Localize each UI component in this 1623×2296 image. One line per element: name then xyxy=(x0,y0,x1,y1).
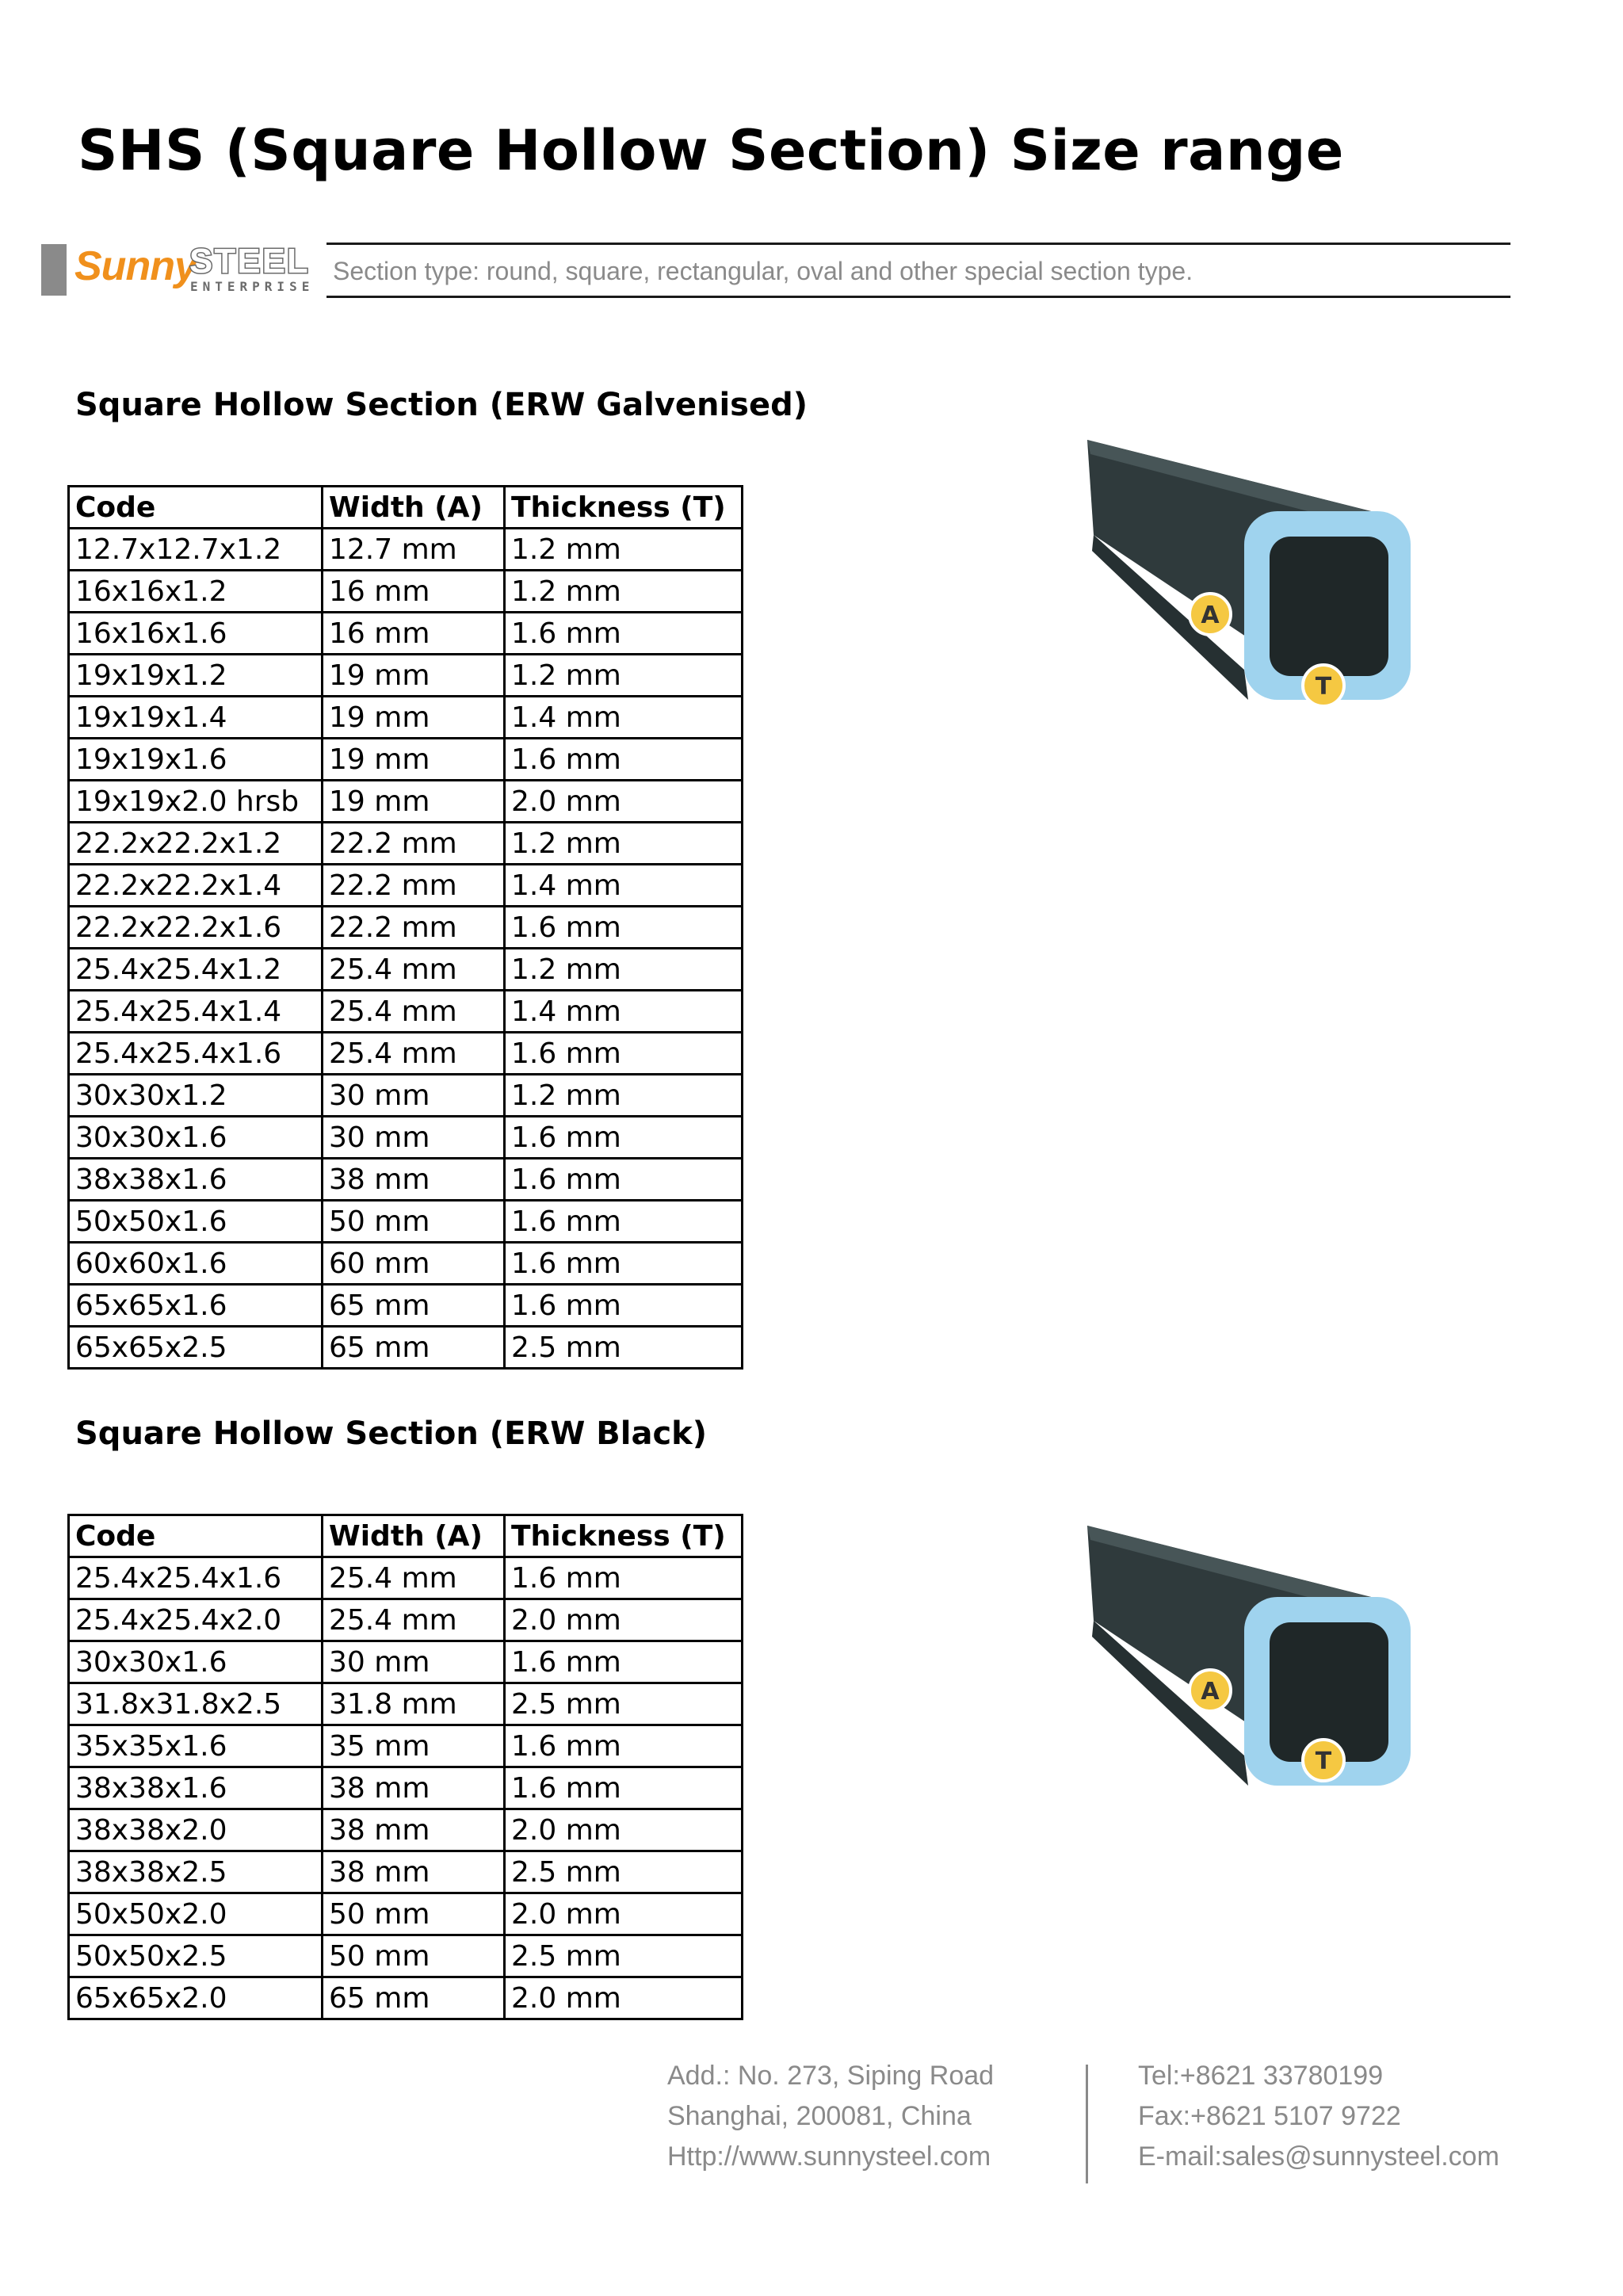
table-row xyxy=(69,529,743,571)
cell-thickness: 1.6 mm xyxy=(505,1557,743,1599)
cell-code: 22.2x22.2x1.2 xyxy=(69,823,323,865)
cell-code: 25.4x25.4x1.2 xyxy=(69,949,323,991)
galvanised-size-table xyxy=(67,485,743,1370)
cell-code: 65x65x2.0 xyxy=(69,1977,323,2019)
cell-width: 50 mm xyxy=(323,1893,505,1935)
table-row xyxy=(69,1033,743,1075)
header-thickness: Thickness (T) xyxy=(505,487,743,529)
cell-thickness: 1.6 mm xyxy=(505,1033,743,1075)
table-row xyxy=(69,1935,743,1977)
cell-code: 16x16x1.6 xyxy=(69,613,323,655)
address-line: Add.: No. 273, Siping Road xyxy=(667,2061,995,2091)
cell-code: 25.4x25.4x1.6 xyxy=(69,1557,323,1599)
cell-thickness: 2.0 mm xyxy=(505,1893,743,1935)
table-row xyxy=(69,949,743,991)
cell-thickness: 1.2 mm xyxy=(505,949,743,991)
cell-thickness: 2.0 mm xyxy=(505,1809,743,1851)
sunnysteel-logo xyxy=(74,242,315,298)
cell-thickness: 1.6 mm xyxy=(505,907,743,949)
table-row xyxy=(69,571,743,613)
cell-thickness: 2.0 mm xyxy=(505,1599,743,1641)
cell-width: 31.8 mm xyxy=(323,1683,505,1725)
cell-thickness: 2.0 mm xyxy=(505,1977,743,2019)
table-row xyxy=(69,1851,743,1893)
table-row xyxy=(69,1977,743,2019)
cell-thickness: 1.6 mm xyxy=(505,1285,743,1327)
galvanised-table-body xyxy=(69,529,743,1369)
footer-address xyxy=(667,2056,994,2177)
cell-thickness: 1.2 mm xyxy=(505,529,743,571)
badge-a xyxy=(1190,594,1231,635)
table-row xyxy=(69,1809,743,1851)
badge-t xyxy=(1303,665,1344,706)
label-t: T xyxy=(1315,1748,1332,1775)
footer-contact xyxy=(1138,2056,1499,2177)
cell-thickness: 1.4 mm xyxy=(505,991,743,1033)
header-code: Code xyxy=(69,1515,323,1557)
cell-thickness: 2.0 mm xyxy=(505,781,743,823)
footer-divider xyxy=(1086,2065,1088,2183)
cell-thickness: 1.2 mm xyxy=(505,571,743,613)
cell-thickness: 2.5 mm xyxy=(505,1683,743,1725)
black-size-table xyxy=(67,1514,743,2020)
cell-thickness: 1.4 mm xyxy=(505,697,743,739)
cell-width: 65 mm xyxy=(323,1977,505,2019)
cell-code: 38x38x1.6 xyxy=(69,1159,323,1201)
telephone: Tel:+8621 33780199 xyxy=(1138,2061,1384,2091)
table-row xyxy=(69,613,743,655)
tagline-rule-top xyxy=(327,243,1510,245)
cell-width: 25.4 mm xyxy=(323,949,505,991)
galvanised-heading: Square Hollow Section (ERW Galvenised) xyxy=(75,387,808,423)
label-a: A xyxy=(1201,1678,1220,1706)
cell-thickness: 1.2 mm xyxy=(505,1075,743,1117)
cell-code: 25.4x25.4x1.4 xyxy=(69,991,323,1033)
logo-word-sunny: Sunny xyxy=(74,243,197,289)
label-t: T xyxy=(1315,673,1332,701)
cell-thickness: 1.6 mm xyxy=(505,1243,743,1285)
cell-width: 35 mm xyxy=(323,1725,505,1767)
square-hollow-section-diagram-black xyxy=(1086,1518,1419,1803)
table-row xyxy=(69,1285,743,1327)
cell-width: 65 mm xyxy=(323,1285,505,1327)
cell-code: 50x50x2.0 xyxy=(69,1893,323,1935)
table-row xyxy=(69,823,743,865)
table-row xyxy=(69,1683,743,1725)
cell-thickness: 2.5 mm xyxy=(505,1327,743,1369)
cell-width: 16 mm xyxy=(323,613,505,655)
cell-code: 19x19x1.4 xyxy=(69,697,323,739)
cell-code: 25.4x25.4x2.0 xyxy=(69,1599,323,1641)
cell-code: 25.4x25.4x1.6 xyxy=(69,1033,323,1075)
cell-width: 22.2 mm xyxy=(323,823,505,865)
cell-code: 22.2x22.2x1.4 xyxy=(69,865,323,907)
table-row xyxy=(69,1159,743,1201)
cell-thickness: 1.4 mm xyxy=(505,865,743,907)
email-link[interactable]: E-mail:sales@sunnysteel.com xyxy=(1138,2141,1499,2172)
cell-code: 35x35x1.6 xyxy=(69,1725,323,1767)
header-width: Width (A) xyxy=(323,1515,505,1557)
logo-word-steel: STEEL xyxy=(189,242,310,281)
cell-width: 19 mm xyxy=(323,781,505,823)
header-width: Width (A) xyxy=(323,487,505,529)
table-row xyxy=(69,697,743,739)
table-row xyxy=(69,1327,743,1369)
cell-width: 30 mm xyxy=(323,1117,505,1159)
label-a: A xyxy=(1201,602,1220,629)
table-header-row xyxy=(69,487,743,529)
cell-code: 12.7x12.7x1.2 xyxy=(69,529,323,571)
cell-width: 19 mm xyxy=(323,655,505,697)
cell-thickness: 2.5 mm xyxy=(505,1851,743,1893)
cell-thickness: 1.6 mm xyxy=(505,1117,743,1159)
cell-thickness: 1.6 mm xyxy=(505,1725,743,1767)
cell-thickness: 1.2 mm xyxy=(505,655,743,697)
cell-width: 19 mm xyxy=(323,739,505,781)
cell-width: 38 mm xyxy=(323,1767,505,1809)
cell-thickness: 2.5 mm xyxy=(505,1935,743,1977)
table-row xyxy=(69,1893,743,1935)
cell-width: 12.7 mm xyxy=(323,529,505,571)
cell-code: 30x30x1.2 xyxy=(69,1075,323,1117)
cell-code: 19x19x1.2 xyxy=(69,655,323,697)
logo-bar xyxy=(41,244,67,296)
cell-code: 50x50x2.5 xyxy=(69,1935,323,1977)
cell-width: 50 mm xyxy=(323,1935,505,1977)
address-city: Shanghai, 200081, China xyxy=(667,2101,972,2131)
header-thickness: Thickness (T) xyxy=(505,1515,743,1557)
badge-t xyxy=(1303,1740,1344,1781)
cell-thickness: 1.6 mm xyxy=(505,739,743,781)
cell-width: 30 mm xyxy=(323,1641,505,1683)
table-row xyxy=(69,907,743,949)
cell-width: 38 mm xyxy=(323,1159,505,1201)
black-table-body xyxy=(69,1557,743,2019)
header-code: Code xyxy=(69,487,323,529)
section-type-tagline: Section type: round, square, rectangular, oval and other special section type. xyxy=(333,257,1193,285)
table-row xyxy=(69,655,743,697)
table-row xyxy=(69,1201,743,1243)
table-row xyxy=(69,1243,743,1285)
cell-width: 60 mm xyxy=(323,1243,505,1285)
table-header-row xyxy=(69,1515,743,1557)
table-row xyxy=(69,1599,743,1641)
cell-thickness: 1.2 mm xyxy=(505,823,743,865)
pipe-illustration xyxy=(1087,440,1411,700)
cell-code: 31.8x31.8x2.5 xyxy=(69,1683,323,1725)
cell-thickness: 1.6 mm xyxy=(505,613,743,655)
pipe-illustration xyxy=(1087,1526,1411,1786)
cell-width: 25.4 mm xyxy=(323,1557,505,1599)
tagline-rule-bottom xyxy=(327,296,1510,298)
cell-width: 30 mm xyxy=(323,1075,505,1117)
badge-a xyxy=(1190,1670,1231,1711)
table-row xyxy=(69,1557,743,1599)
cell-code: 30x30x1.6 xyxy=(69,1641,323,1683)
cell-width: 65 mm xyxy=(323,1327,505,1369)
cell-thickness: 1.6 mm xyxy=(505,1201,743,1243)
cell-width: 50 mm xyxy=(323,1201,505,1243)
cell-code: 65x65x2.5 xyxy=(69,1327,323,1369)
cell-width: 25.4 mm xyxy=(323,1033,505,1075)
cell-width: 19 mm xyxy=(323,697,505,739)
table-row xyxy=(69,865,743,907)
cell-thickness: 1.6 mm xyxy=(505,1767,743,1809)
cell-code: 19x19x1.6 xyxy=(69,739,323,781)
cell-width: 25.4 mm xyxy=(323,991,505,1033)
cell-width: 16 mm xyxy=(323,571,505,613)
cell-width: 38 mm xyxy=(323,1809,505,1851)
cell-width: 25.4 mm xyxy=(323,1599,505,1641)
table-row xyxy=(69,1641,743,1683)
cell-thickness: 1.6 mm xyxy=(505,1159,743,1201)
square-hollow-section-diagram xyxy=(1086,432,1419,717)
cell-code: 16x16x1.2 xyxy=(69,571,323,613)
cell-code: 38x38x1.6 xyxy=(69,1767,323,1809)
table-row xyxy=(69,1117,743,1159)
table-row xyxy=(69,781,743,823)
cell-code: 22.2x22.2x1.6 xyxy=(69,907,323,949)
black-heading: Square Hollow Section (ERW Black) xyxy=(75,1415,708,1452)
cell-width: 22.2 mm xyxy=(323,865,505,907)
page-title: SHS (Square Hollow Section) Size range xyxy=(78,118,1344,183)
table-row xyxy=(69,739,743,781)
logo-word-enterprise: ENTERPRISE xyxy=(190,279,315,294)
fax: Fax:+8621 5107 9722 xyxy=(1138,2101,1401,2131)
cell-code: 65x65x1.6 xyxy=(69,1285,323,1327)
cell-code: 38x38x2.0 xyxy=(69,1809,323,1851)
cell-code: 19x19x2.0 hrsb xyxy=(69,781,323,823)
cell-width: 22.2 mm xyxy=(323,907,505,949)
cell-code: 50x50x1.6 xyxy=(69,1201,323,1243)
table-row xyxy=(69,1767,743,1809)
cell-width: 38 mm xyxy=(323,1851,505,1893)
cell-code: 60x60x1.6 xyxy=(69,1243,323,1285)
website-link[interactable]: Http://www.sunnysteel.com xyxy=(667,2141,991,2172)
table-row xyxy=(69,1725,743,1767)
table-row xyxy=(69,1075,743,1117)
table-row xyxy=(69,991,743,1033)
cell-code: 30x30x1.6 xyxy=(69,1117,323,1159)
cell-thickness: 1.6 mm xyxy=(505,1641,743,1683)
cell-code: 38x38x2.5 xyxy=(69,1851,323,1893)
